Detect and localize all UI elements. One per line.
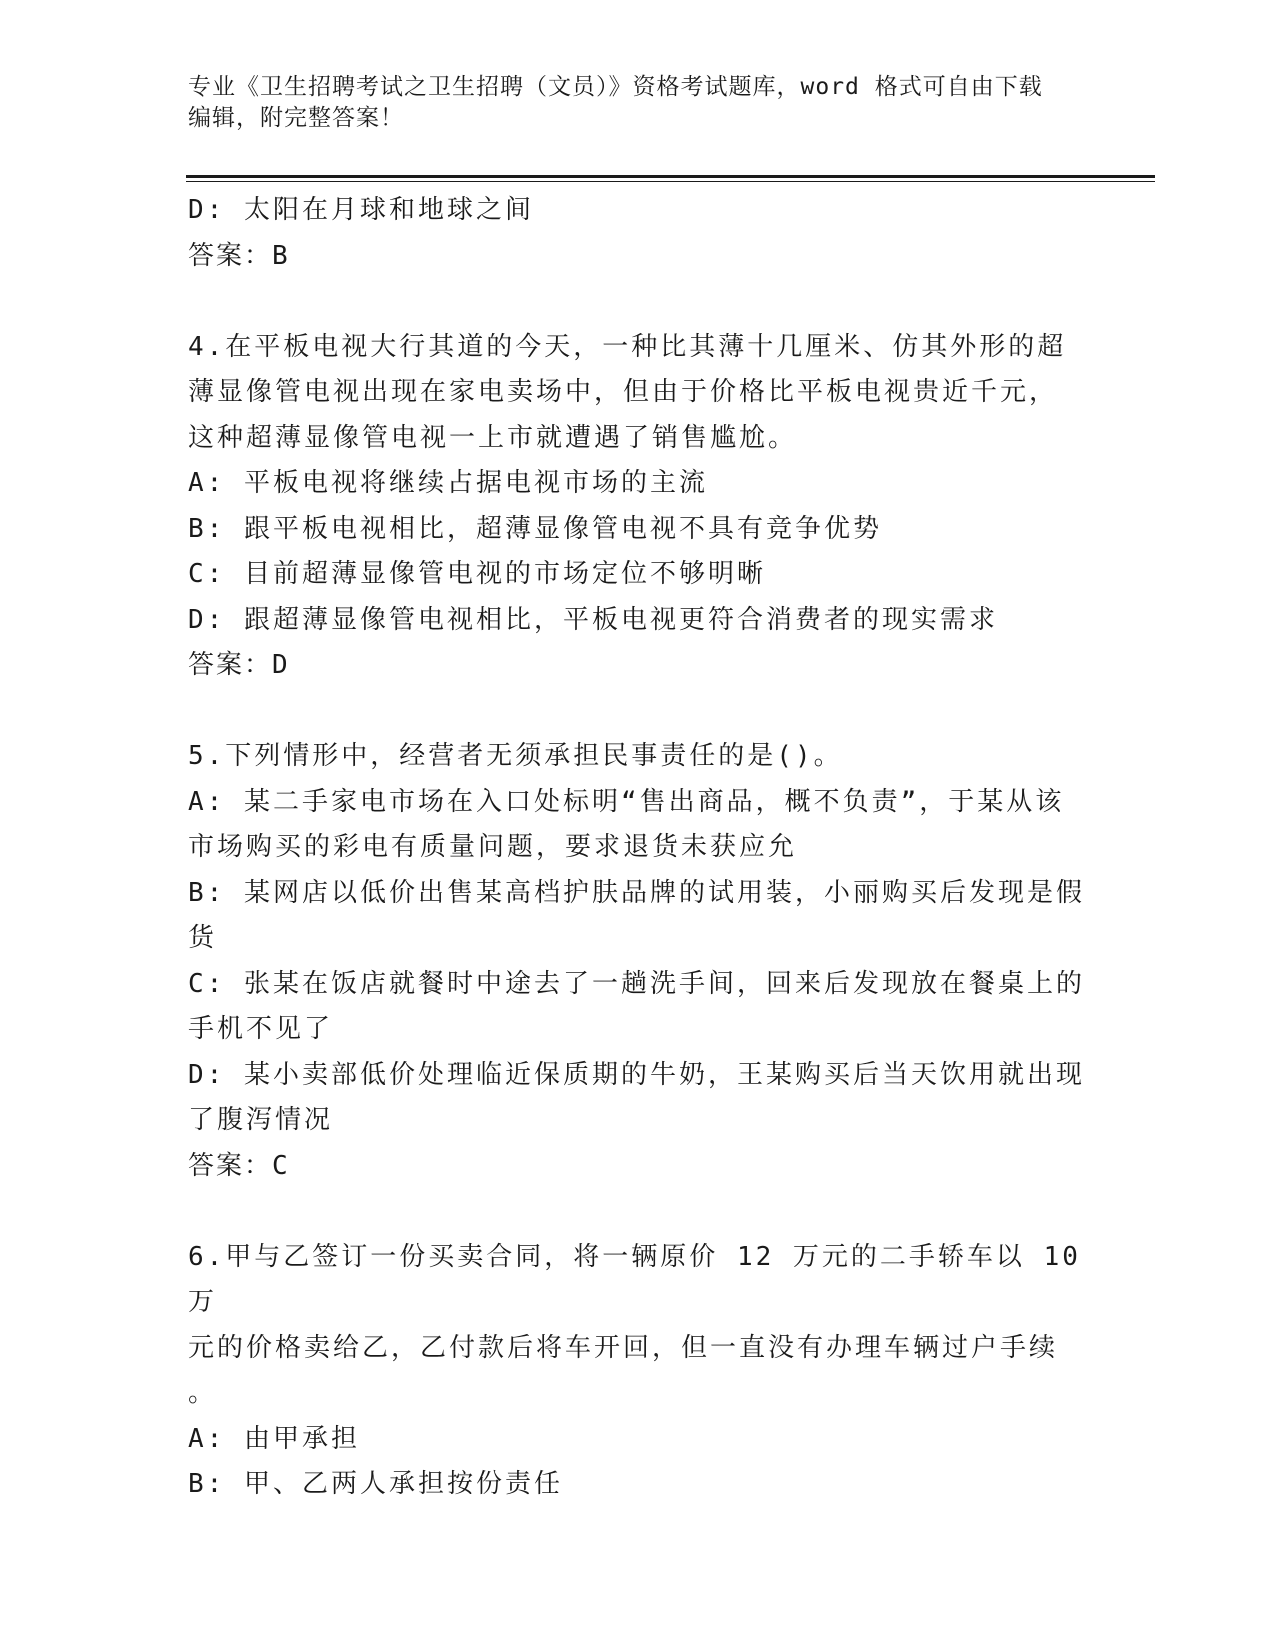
q5-option-d-line-1: D: 某小卖部低价处理临近保质期的牛奶，王某购买后当天饮用就出现: [188, 1059, 1085, 1090]
q4-answer: 答案：D: [188, 650, 290, 680]
q5-option-d-line-2: 了腹泻情况: [188, 1105, 334, 1135]
q6-option-a: A: 由甲承担: [188, 1423, 360, 1454]
q5-option-b-line-2: 货: [188, 923, 218, 953]
q3-answer: 答案：B: [188, 240, 290, 271]
q4-option-c: C: 目前超薄显像管电视的市场定位不够明晰: [188, 559, 766, 589]
question-4: [188, 325, 1088, 689]
q6-stem-line-2: 元的价格卖给乙，乙付款后将车开回，但一直没有办理车辆过户手续: [188, 1332, 1059, 1363]
q5-option-a-line-1: A: 某二手家电市场在入口处标明“售出商品，概不负责”，于某从该: [188, 786, 1065, 817]
q6-stem-line-3: 。: [188, 1378, 218, 1408]
document-header: [188, 72, 1088, 134]
q6-stem-line-1: 6.甲与乙签订一份买卖合同，将一辆原价 12 万元的二手轿车以 10 万: [188, 1241, 1081, 1317]
q5-stem: 5.下列情形中，经营者无须承担民事责任的是()。: [188, 741, 843, 771]
question-3-tail: [188, 188, 1088, 279]
q4-stem-line-3: 这种超薄显像管电视一上市就遭遇了销售尴尬。: [188, 422, 798, 453]
q6-option-b: B: 甲、乙两人承担按份责任: [188, 1469, 563, 1499]
spacer: [188, 1189, 1088, 1235]
q5-option-a-line-2: 市场购买的彩电有质量问题，要求退货未获应允: [188, 832, 798, 862]
spacer: [188, 279, 1088, 325]
q4-option-d: D: 跟超薄显像管电视相比，平板电视更符合消费者的现实需求: [188, 604, 998, 635]
spacer: [188, 689, 1088, 735]
q4-stem-line-2: 薄显像管电视出现在家电卖场中，但由于价格比平板电视贵近千元，: [188, 377, 1059, 407]
question-5: [188, 734, 1088, 1189]
header-line-2: 编辑，附完整答案！: [188, 105, 404, 131]
q3-option-d: D: 太阳在月球和地球之间: [188, 195, 534, 225]
q5-option-b-line-1: B: 某网店以低价出售某高档护肤品牌的试用装，小丽购买后发现是假: [188, 877, 1085, 908]
q5-answer: 答案：C: [188, 1150, 290, 1181]
question-6: [188, 1235, 1088, 1508]
q4-option-b: B: 跟平板电视相比，超薄显像管电视不具有竞争优势: [188, 513, 882, 544]
q5-option-c-line-1: C: 张某在饭店就餐时中途去了一趟洗手间，回来后发现放在餐桌上的: [188, 968, 1085, 999]
q4-option-a: A: 平板电视将继续占据电视市场的主流: [188, 468, 708, 498]
q5-option-c-line-2: 手机不见了: [188, 1014, 334, 1044]
header-divider-thin: [186, 181, 1155, 182]
header-divider-thick: [186, 175, 1155, 178]
header-line-1: 专业《卫生招聘考试之卫生招聘（文员）》资格考试题库，word 格式可自由下载: [188, 74, 1043, 100]
question-list: [188, 188, 1088, 1508]
q4-stem-line-1: 4.在平板电视大行其道的今天，一种比其薄十几厘米、仿其外形的超: [188, 331, 1067, 362]
